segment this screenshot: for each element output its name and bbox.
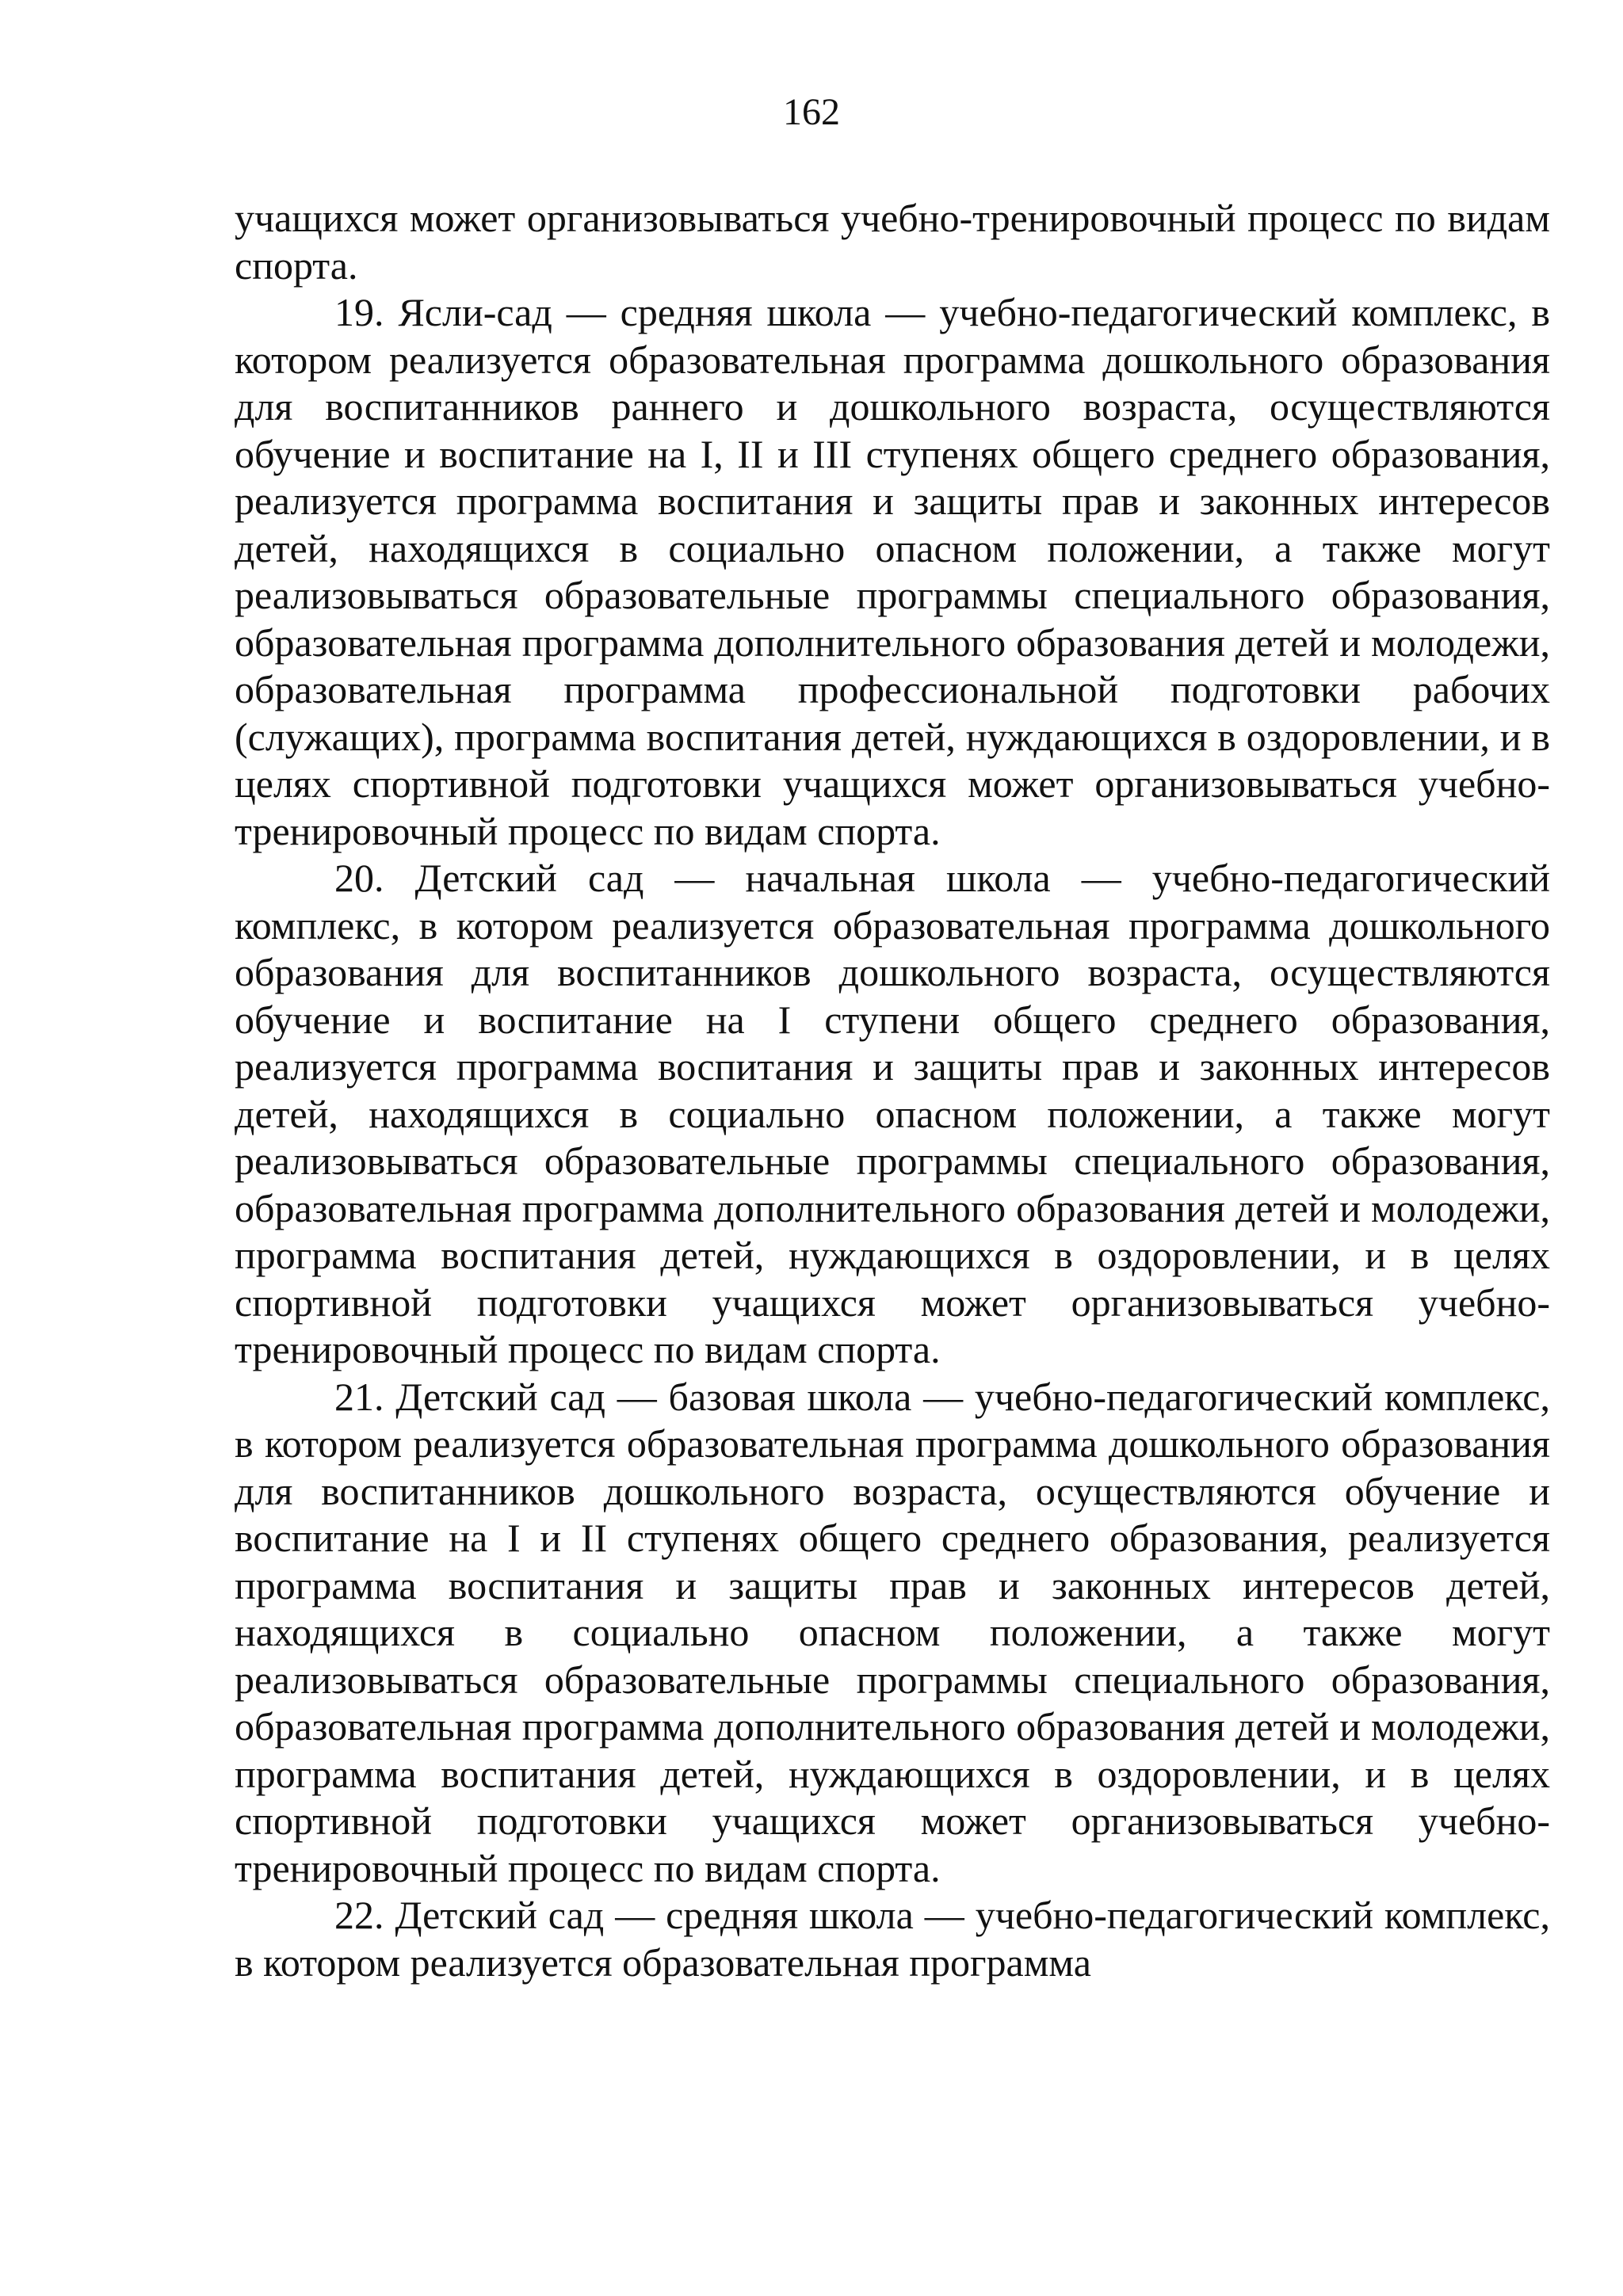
paragraph-item-22: 22. Детский сад — средняя школа — учебно-педагогический комплекс, в котором реализуется образовательная программа — [235, 1893, 1550, 1985]
paragraph-item-20: 20. Детский сад — начальная школа — учебно-педагогический комплекс, в котором реализуется образовательная программа дошкольного образования для воспитанников дошкольного возраста, осуществляются обучение и воспитание на I ступени общего среднего образования, реализуется программа воспитания и защиты прав и законных интересов детей, находящихся в социально опасном положении, а также могут реализовываться образовательные программы специального образования, образовательная программа дополнительного образования детей и молодежи, программа воспитания детей, нуждающихся в оздоровлении, и в целях спортивной подготовки учащихся может организовываться учебно-тренировочный процесс по видам спорта. — [235, 856, 1550, 1371]
paragraph-continuation: учащихся может организовываться учебно-тренировочный процесс по видам спорта. — [235, 196, 1550, 288]
paragraph-item-21: 21. Детский сад — базовая школа — учебно-педагогический комплекс, в котором реализуется образовательная программа дошкольного образования для воспитанников дошкольного возраста, осуществляются обучение и воспитание на I и II ступенях общего среднего образования, реализуется программа воспитания и защиты прав и законных интересов детей, находящихся в социально опасном положении, а также могут реализовываться образовательные программы специального образования, образовательная программа дополнительного образования детей и молодежи, программа воспитания детей, нуждающихся в оздоровлении, и в целях спортивной подготовки учащихся может организовываться учебно-тренировочный процесс по видам спорта. — [235, 1374, 1550, 1890]
page-number: 162 — [783, 91, 840, 133]
body-text — [235, 195, 1550, 1986]
paragraph-item-19: 19. Ясли-сад — средняя школа — учебно-педагогический комплекс, в котором реализуется образовательная программа дошкольного образования для воспитанников раннего и дошкольного возраста, осуществляются обучение и воспитание на I, II и III ступенях общего среднего образования, реализуется программа воспитания и защиты прав и законных интересов детей, находящихся в социально опасном положении, а также могут реализовываться образовательные программы специального образования, образовательная программа дополнительного образования детей и молодежи, образовательная программа профессиональной подготовки рабочих (служащих), программа воспитания детей, нуждающихся в оздоровлении, и в целях спортивной подготовки учащихся может организовываться учебно-тренировочный процесс по видам спорта. — [235, 290, 1550, 853]
